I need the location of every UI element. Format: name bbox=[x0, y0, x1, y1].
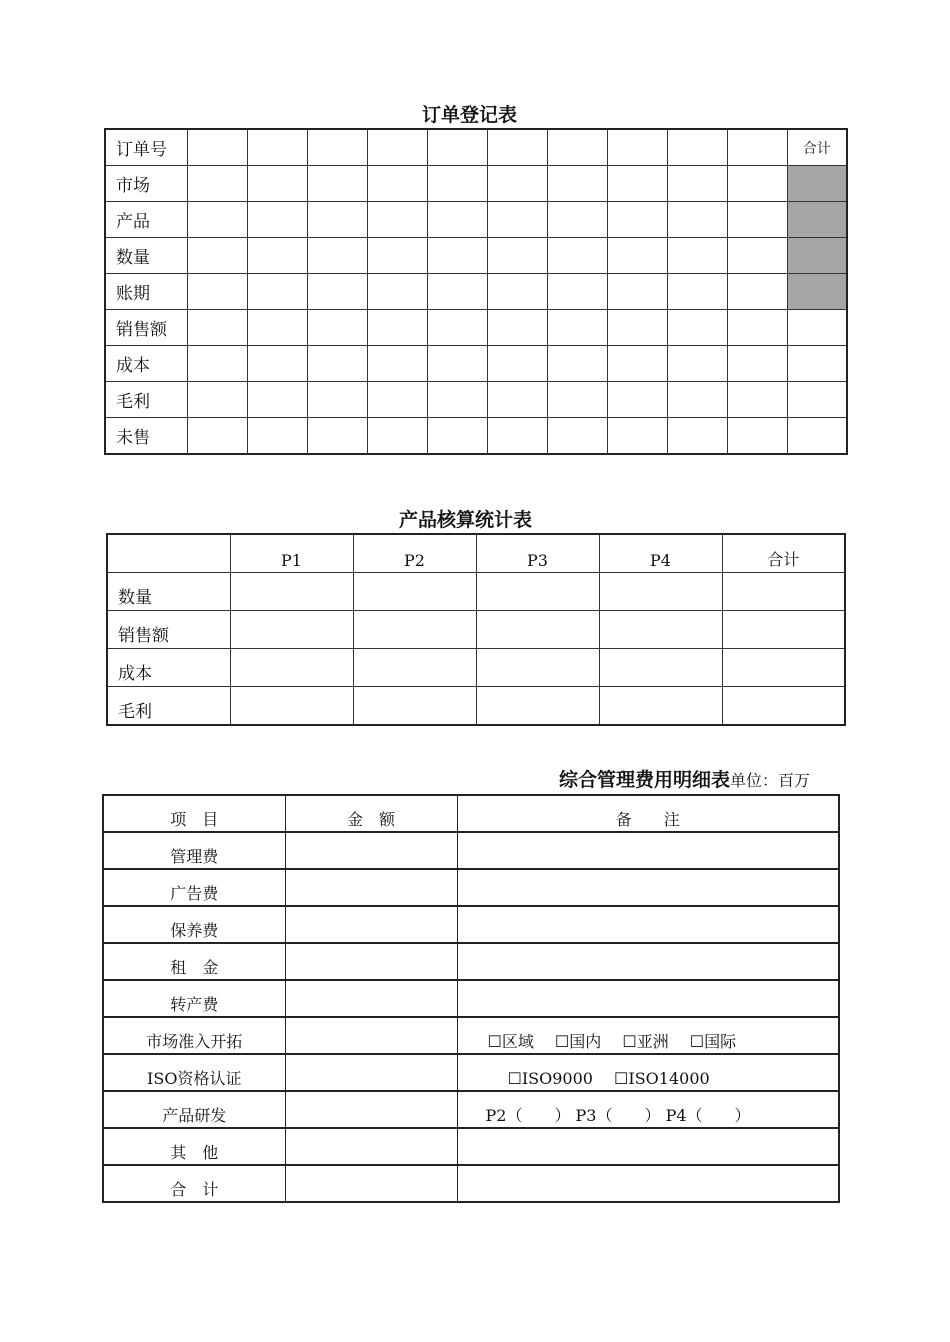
order-cell[interactable] bbox=[427, 129, 487, 166]
order-cell[interactable] bbox=[427, 166, 487, 202]
order-cell[interactable] bbox=[667, 129, 727, 166]
order-row bbox=[105, 166, 847, 202]
order-cell[interactable] bbox=[307, 310, 367, 346]
expense-row bbox=[103, 1054, 839, 1091]
product-cell[interactable] bbox=[599, 687, 722, 726]
note-cell[interactable]: ☐区域 ☐国内 ☐亚洲 ☐国际 bbox=[457, 1017, 839, 1054]
note-cell[interactable] bbox=[457, 832, 839, 869]
expense-item: 转产费 bbox=[103, 980, 285, 1017]
order-cell[interactable] bbox=[667, 310, 727, 346]
row-label: 账期 bbox=[105, 274, 187, 310]
order-cell[interactable] bbox=[307, 274, 367, 310]
product-cell[interactable] bbox=[599, 573, 722, 611]
amount-cell[interactable] bbox=[285, 1017, 457, 1054]
product-accounting-table bbox=[106, 533, 846, 726]
product-cell[interactable] bbox=[353, 687, 476, 726]
order-cell[interactable] bbox=[247, 382, 307, 418]
order-cell[interactable] bbox=[607, 382, 667, 418]
order-row bbox=[105, 202, 847, 238]
expense-row bbox=[103, 832, 839, 869]
order-cell[interactable] bbox=[667, 274, 727, 310]
order-cell[interactable] bbox=[367, 418, 427, 455]
product-cell[interactable] bbox=[476, 611, 599, 649]
order-cell[interactable] bbox=[487, 310, 547, 346]
product-cell[interactable] bbox=[230, 649, 353, 687]
order-cell[interactable] bbox=[727, 129, 787, 166]
order-cell[interactable] bbox=[427, 238, 487, 274]
expense-item: 保养费 bbox=[103, 906, 285, 943]
product-table-title: 产品核算统计表 bbox=[399, 509, 533, 531]
order-cell[interactable] bbox=[487, 418, 547, 455]
row-label: 毛利 bbox=[107, 687, 230, 726]
expense-detail-table bbox=[102, 794, 840, 1203]
product-cell[interactable] bbox=[230, 611, 353, 649]
order-cell[interactable] bbox=[727, 310, 787, 346]
order-cell[interactable] bbox=[187, 346, 247, 382]
product-cell[interactable] bbox=[230, 573, 353, 611]
row-label: 成本 bbox=[107, 649, 230, 687]
order-cell[interactable] bbox=[187, 166, 247, 202]
order-row bbox=[105, 382, 847, 418]
expense-item: 合 计 bbox=[103, 1165, 285, 1202]
order-cell[interactable] bbox=[547, 129, 607, 166]
expense-item: 其 他 bbox=[103, 1128, 285, 1165]
order-cell[interactable] bbox=[667, 346, 727, 382]
order-row bbox=[105, 310, 847, 346]
order-cell[interactable] bbox=[547, 166, 607, 202]
order-cell[interactable] bbox=[427, 310, 487, 346]
order-cell[interactable] bbox=[367, 310, 427, 346]
order-cell[interactable] bbox=[487, 202, 547, 238]
order-cell[interactable] bbox=[727, 238, 787, 274]
order-cell[interactable] bbox=[607, 129, 667, 166]
expense-table-title bbox=[559, 765, 810, 792]
order-cell[interactable] bbox=[187, 129, 247, 166]
product-cell[interactable] bbox=[722, 649, 845, 687]
order-row bbox=[105, 418, 847, 455]
amount-cell[interactable] bbox=[285, 1128, 457, 1165]
order-cell[interactable] bbox=[727, 166, 787, 202]
amount-cell[interactable] bbox=[285, 980, 457, 1017]
order-cell[interactable] bbox=[247, 274, 307, 310]
order-row bbox=[105, 238, 847, 274]
row-label: 数量 bbox=[107, 573, 230, 611]
amount-cell[interactable] bbox=[285, 1054, 457, 1091]
product-row bbox=[107, 649, 845, 687]
order-cell[interactable] bbox=[487, 274, 547, 310]
product-row bbox=[107, 687, 845, 726]
product-cell[interactable] bbox=[599, 649, 722, 687]
order-cell[interactable] bbox=[187, 274, 247, 310]
order-cell[interactable] bbox=[487, 238, 547, 274]
order-cell[interactable] bbox=[307, 346, 367, 382]
order-cell[interactable] bbox=[247, 202, 307, 238]
product-cell[interactable] bbox=[353, 611, 476, 649]
order-row bbox=[105, 129, 847, 166]
note-cell[interactable]: ☐ISO9000 ☐ISO14000 bbox=[457, 1054, 839, 1091]
header-row bbox=[107, 534, 845, 573]
corner-cell bbox=[107, 534, 230, 573]
amount-cell[interactable] bbox=[285, 869, 457, 906]
order-cell[interactable] bbox=[247, 346, 307, 382]
amount-cell[interactable] bbox=[285, 1091, 457, 1128]
row-label: 数量 bbox=[105, 238, 187, 274]
expense-row bbox=[103, 1091, 839, 1128]
product-cell[interactable] bbox=[599, 611, 722, 649]
product-cell[interactable] bbox=[722, 687, 845, 726]
order-cell[interactable] bbox=[427, 346, 487, 382]
row-label: 成本 bbox=[105, 346, 187, 382]
order-cell[interactable] bbox=[547, 310, 607, 346]
expense-item: 广告费 bbox=[103, 869, 285, 906]
order-cell[interactable] bbox=[427, 382, 487, 418]
order-cell[interactable] bbox=[607, 274, 667, 310]
order-cell[interactable] bbox=[607, 346, 667, 382]
expense-row bbox=[103, 1165, 839, 1202]
expense-row bbox=[103, 943, 839, 980]
product-cell[interactable] bbox=[722, 611, 845, 649]
order-cell[interactable] bbox=[607, 202, 667, 238]
amount-cell[interactable] bbox=[285, 943, 457, 980]
order-table-title: 订单登记表 bbox=[422, 104, 518, 126]
order-cell[interactable] bbox=[427, 418, 487, 455]
column-header: P1 bbox=[230, 534, 353, 573]
order-cell[interactable] bbox=[667, 418, 727, 455]
product-row bbox=[107, 611, 845, 649]
total-cell-shaded bbox=[787, 274, 847, 310]
order-cell[interactable] bbox=[367, 274, 427, 310]
order-cell[interactable] bbox=[667, 166, 727, 202]
expense-item: 市场准入开拓 bbox=[103, 1017, 285, 1054]
order-cell[interactable] bbox=[427, 274, 487, 310]
order-cell[interactable] bbox=[367, 238, 427, 274]
expense-row bbox=[103, 869, 839, 906]
product-row bbox=[107, 573, 845, 611]
unit-label: 单位：百万 bbox=[730, 771, 811, 790]
order-cell[interactable] bbox=[487, 346, 547, 382]
order-cell[interactable] bbox=[367, 346, 427, 382]
column-header: P3 bbox=[476, 534, 599, 573]
order-cell[interactable] bbox=[307, 166, 367, 202]
order-cell[interactable] bbox=[187, 310, 247, 346]
order-cell[interactable] bbox=[487, 129, 547, 166]
order-cell[interactable] bbox=[427, 202, 487, 238]
order-cell[interactable] bbox=[607, 238, 667, 274]
order-cell[interactable] bbox=[727, 346, 787, 382]
order-cell[interactable] bbox=[727, 202, 787, 238]
order-cell[interactable] bbox=[187, 418, 247, 455]
product-cell[interactable] bbox=[353, 573, 476, 611]
total-cell[interactable] bbox=[787, 382, 847, 418]
note-cell[interactable] bbox=[457, 906, 839, 943]
order-cell[interactable] bbox=[247, 418, 307, 455]
column-header: P4 bbox=[599, 534, 722, 573]
amount-cell[interactable] bbox=[285, 906, 457, 943]
order-cell[interactable] bbox=[307, 129, 367, 166]
row-label: 未售 bbox=[105, 418, 187, 455]
order-cell[interactable] bbox=[367, 129, 427, 166]
order-cell[interactable] bbox=[607, 166, 667, 202]
total-cell-shaded bbox=[787, 166, 847, 202]
order-register-table bbox=[104, 128, 848, 455]
row-label: 市场 bbox=[105, 166, 187, 202]
order-cell[interactable] bbox=[667, 202, 727, 238]
order-cell[interactable] bbox=[187, 382, 247, 418]
product-cell[interactable] bbox=[353, 649, 476, 687]
note-cell[interactable] bbox=[457, 943, 839, 980]
order-cell[interactable] bbox=[547, 418, 607, 455]
order-cell[interactable] bbox=[247, 166, 307, 202]
order-cell[interactable] bbox=[247, 129, 307, 166]
row-label: 销售额 bbox=[105, 310, 187, 346]
order-cell[interactable] bbox=[667, 238, 727, 274]
order-cell[interactable] bbox=[667, 382, 727, 418]
note-cell[interactable]: P2（ ） P3（ ） P4（ ） bbox=[457, 1091, 839, 1128]
order-cell[interactable] bbox=[727, 274, 787, 310]
order-cell[interactable] bbox=[307, 418, 367, 455]
note-cell[interactable] bbox=[457, 980, 839, 1017]
product-cell[interactable] bbox=[230, 687, 353, 726]
order-cell[interactable] bbox=[247, 310, 307, 346]
order-cell[interactable] bbox=[247, 238, 307, 274]
product-cell[interactable] bbox=[476, 573, 599, 611]
note-cell[interactable] bbox=[457, 1165, 839, 1202]
order-cell[interactable] bbox=[487, 166, 547, 202]
column-header: P2 bbox=[353, 534, 476, 573]
total-cell[interactable] bbox=[787, 310, 847, 346]
total-cell-shaded bbox=[787, 202, 847, 238]
order-cell[interactable] bbox=[367, 166, 427, 202]
total-cell[interactable] bbox=[787, 418, 847, 455]
order-cell[interactable] bbox=[547, 274, 607, 310]
order-cell[interactable] bbox=[367, 202, 427, 238]
total-header: 合计 bbox=[787, 129, 847, 166]
order-cell[interactable] bbox=[487, 382, 547, 418]
column-header: 金 额 bbox=[285, 795, 457, 832]
amount-cell[interactable] bbox=[285, 832, 457, 869]
expense-row bbox=[103, 1017, 839, 1054]
column-header: 备 注 bbox=[457, 795, 839, 832]
row-label: 销售额 bbox=[107, 611, 230, 649]
note-cell[interactable] bbox=[457, 869, 839, 906]
expense-item: 产品研发 bbox=[103, 1091, 285, 1128]
row-label: 产品 bbox=[105, 202, 187, 238]
expense-row bbox=[103, 1128, 839, 1165]
order-row bbox=[105, 274, 847, 310]
expense-title-text: 综合管理费用明细表 bbox=[559, 769, 731, 791]
product-cell[interactable] bbox=[476, 649, 599, 687]
note-cell[interactable] bbox=[457, 1128, 839, 1165]
order-cell[interactable] bbox=[547, 238, 607, 274]
product-cell[interactable] bbox=[476, 687, 599, 726]
order-cell[interactable] bbox=[547, 202, 607, 238]
order-cell[interactable] bbox=[547, 382, 607, 418]
order-cell[interactable] bbox=[307, 382, 367, 418]
expense-row bbox=[103, 980, 839, 1017]
expense-item: 租 金 bbox=[103, 943, 285, 980]
column-header: 合计 bbox=[722, 534, 845, 573]
header-row bbox=[103, 795, 839, 832]
order-cell[interactable] bbox=[727, 382, 787, 418]
total-cell[interactable] bbox=[787, 346, 847, 382]
order-cell[interactable] bbox=[187, 202, 247, 238]
expense-item: 管理费 bbox=[103, 832, 285, 869]
order-cell[interactable] bbox=[307, 202, 367, 238]
expense-item: ISO资格认证 bbox=[103, 1054, 285, 1091]
order-cell[interactable] bbox=[607, 418, 667, 455]
amount-cell[interactable] bbox=[285, 1165, 457, 1202]
product-cell[interactable] bbox=[722, 573, 845, 611]
total-cell-shaded bbox=[787, 238, 847, 274]
row-label: 毛利 bbox=[105, 382, 187, 418]
order-cell[interactable] bbox=[307, 238, 367, 274]
row-label: 订单号 bbox=[105, 129, 187, 166]
order-cell[interactable] bbox=[187, 238, 247, 274]
order-cell[interactable] bbox=[727, 418, 787, 455]
column-header: 项 目 bbox=[103, 795, 285, 832]
order-cell[interactable] bbox=[547, 346, 607, 382]
order-row bbox=[105, 346, 847, 382]
order-cell[interactable] bbox=[367, 382, 427, 418]
expense-row bbox=[103, 906, 839, 943]
order-cell[interactable] bbox=[607, 310, 667, 346]
